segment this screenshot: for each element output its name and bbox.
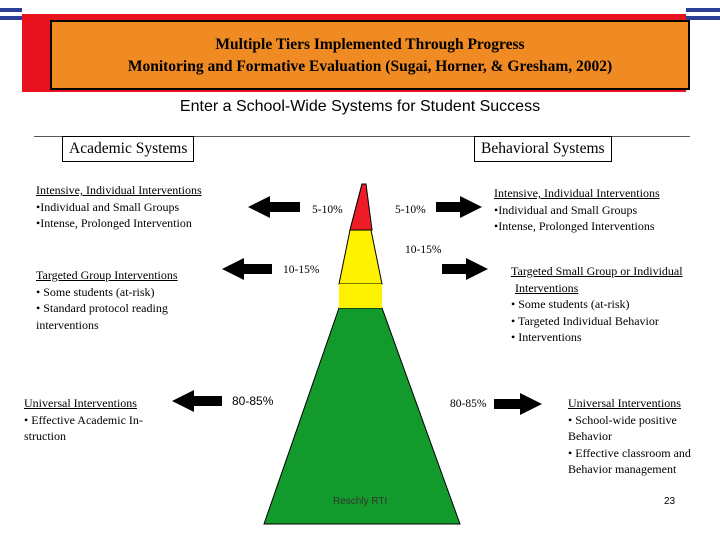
behavioral-universal-bullet-3: • Effective classroom and bbox=[568, 445, 691, 460]
arrow-behavioral-universal bbox=[494, 393, 542, 415]
footer-text: Reschly RTI bbox=[333, 496, 388, 507]
academic-intensive-bullet-1: •Individual and Small Groups bbox=[36, 199, 180, 214]
arrow-academic-universal bbox=[172, 390, 222, 412]
subtitle: Enter a School-Wide Systems for Student Success bbox=[179, 98, 541, 115]
academic-intensive-text bbox=[36, 182, 202, 232]
academic-universal-bullet-2: struction bbox=[24, 429, 66, 443]
behavioral-targeted-bullet-1: Interventions bbox=[515, 280, 579, 295]
arrow-academic-targeted bbox=[222, 258, 272, 280]
arrow-academic-intensive bbox=[248, 196, 300, 218]
arrow-behavioral-targeted bbox=[442, 258, 488, 280]
academic-targeted-bullet-1: • Some students (at-risk) bbox=[36, 284, 155, 299]
pct-academic-intensive: 5-10% bbox=[312, 204, 343, 216]
slide-number: 23 bbox=[664, 496, 676, 507]
academic-intensive-bullet-2: •Intense, Prolonged Intervention bbox=[36, 216, 192, 230]
pct-academic-targeted: 10-15% bbox=[283, 264, 320, 276]
pct-behavioral-targeted: 10-15% bbox=[405, 244, 442, 256]
behavioral-intensive-heading: Intensive, Individual Interventions bbox=[494, 186, 660, 200]
academic-universal-text bbox=[24, 395, 143, 445]
behavioral-universal-heading: Universal Interventions bbox=[568, 396, 681, 410]
behavioral-universal-text bbox=[568, 395, 691, 478]
behavioral-intensive-bullet-1: •Individual and Small Groups bbox=[494, 202, 638, 217]
behavioral-universal-bullet-2: Behavior bbox=[568, 429, 612, 443]
academic-targeted-bullet-3: interventions bbox=[36, 317, 99, 332]
pyramid-tier-universal bbox=[264, 308, 460, 524]
behavioral-intensive-bullet-2: •Intense, Prolonged Interventions bbox=[494, 219, 655, 233]
academic-targeted-text bbox=[36, 267, 178, 333]
behavioral-targeted-bullet-4: • Interventions bbox=[511, 330, 582, 344]
behavioral-intensive-text bbox=[494, 185, 660, 235]
academic-intensive-heading: Intensive, Individual Interventions bbox=[36, 183, 202, 197]
arrow-behavioral-intensive bbox=[436, 196, 482, 218]
pyramid-tier-targeted-fill bbox=[339, 284, 382, 308]
academic-universal-heading: Universal Interventions bbox=[24, 396, 137, 410]
academic-universal-bullet-1: • Effective Academic In- bbox=[24, 412, 143, 427]
behavioral-universal-bullet-1: • School-wide positive bbox=[568, 412, 677, 427]
behavioral-universal-bullet-4: Behavior management bbox=[568, 462, 677, 476]
behavioral-targeted-bullet-2: • Some students (at-risk) bbox=[511, 297, 630, 311]
academic-targeted-bullet-2: • Standard protocol reading bbox=[36, 301, 168, 315]
behavioral-targeted-heading: Targeted Small Group or Individual bbox=[511, 264, 683, 278]
behavioral-targeted-bullet-3: • Targeted Individual Behavior bbox=[511, 313, 659, 328]
behavioral-systems-label: Behavioral Systems bbox=[474, 136, 612, 162]
behavioral-targeted-text bbox=[511, 263, 683, 346]
pyramid-tier-targeted bbox=[339, 230, 382, 284]
title-line-1: Multiple Tiers Implemented Through Progress bbox=[215, 36, 525, 53]
pct-behavioral-intensive: 5-10% bbox=[395, 204, 426, 216]
title-line-2: Monitoring and Formative Evaluation (Sugai, Horner, & Gresham, 2002) bbox=[127, 58, 613, 75]
pct-behavioral-universal: 80-85% bbox=[450, 398, 487, 410]
pyramid-tier-intensive-top bbox=[350, 184, 372, 230]
academic-systems-label: Academic Systems bbox=[62, 136, 194, 162]
academic-targeted-heading: Targeted Group Interventions bbox=[36, 268, 178, 282]
pct-academic-universal: 80-85% bbox=[232, 394, 274, 408]
